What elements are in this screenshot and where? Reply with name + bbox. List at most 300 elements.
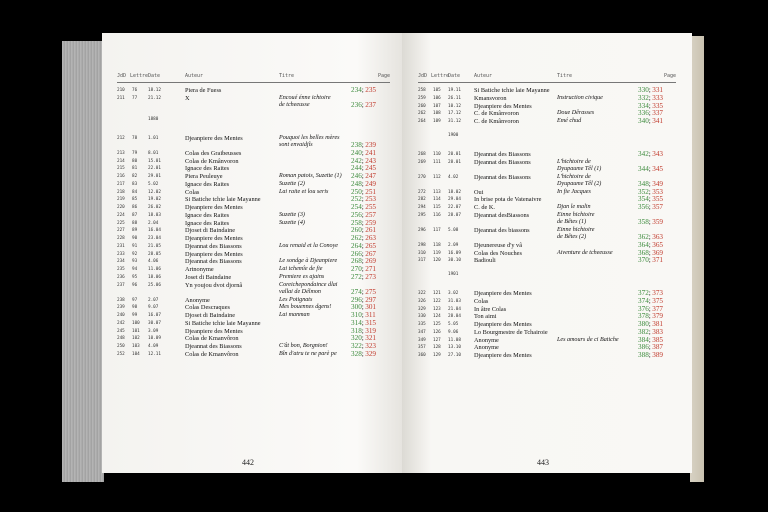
date: 3.02 — [448, 291, 459, 296]
date: 25.06 — [148, 282, 161, 288]
page-start: 368 — [638, 248, 649, 257]
page-start: 388 — [638, 351, 649, 359]
page-end: 335 — [652, 101, 663, 110]
table-row — [102, 274, 402, 281]
author-name: Colas des Nouches — [474, 249, 522, 257]
jdd-number: 258 — [418, 88, 426, 93]
page-range: 314; 315 — [351, 318, 376, 327]
date: 31.12 — [448, 119, 461, 124]
letter-number: 86 — [132, 205, 138, 210]
letter-number: 119 — [433, 250, 441, 256]
page-start: 358 — [638, 217, 649, 226]
jdd-number: 238 — [117, 297, 125, 303]
jdd-number: 227 — [117, 228, 125, 234]
title: In fie Jacques — [557, 188, 591, 195]
page-start: 300 — [351, 303, 362, 312]
date: 21.12 — [148, 95, 161, 101]
page-range: 256; 257 — [351, 210, 376, 219]
page-end: 337 — [652, 109, 663, 118]
jdd-number: 264 — [418, 119, 426, 124]
date: 19.02 — [148, 197, 161, 203]
page-end: 301 — [365, 303, 376, 312]
letter-number: 106 — [433, 95, 441, 101]
letter-number: 114 — [433, 197, 441, 203]
page-range: 296; 297 — [351, 295, 376, 304]
date: 9.06 — [448, 329, 459, 335]
page-end: 333 — [652, 93, 663, 102]
date: 17.12 — [448, 111, 461, 117]
jdd-number: 260 — [418, 103, 426, 109]
author-name: Ignace des Raites — [185, 165, 230, 173]
letter-number: 111 — [433, 159, 441, 165]
author-name: Lo Bourgmestre de Tchairoie — [474, 328, 548, 336]
page-start: 344 — [638, 164, 649, 173]
page-end: 241 — [365, 148, 376, 157]
date: 2.04 — [148, 220, 159, 226]
date: 18.02 — [448, 189, 461, 195]
date: 20.01 — [448, 151, 461, 157]
date: 5.02 — [148, 181, 159, 187]
page-start: 370 — [638, 256, 649, 265]
page-end: 251 — [365, 187, 376, 196]
page-start: 242 — [351, 156, 362, 165]
jdd-number: 242 — [117, 320, 125, 326]
author-name: Colas de Kmanvôron — [185, 350, 239, 358]
author-name: Djoset di Baindaine — [185, 312, 236, 319]
page-end: 297 — [365, 295, 376, 304]
letter-number: 102 — [132, 336, 140, 342]
page-range: 376; 377 — [638, 304, 663, 313]
author-name: Djeanpiere des Mentes — [185, 250, 243, 258]
author-name: X — [185, 94, 190, 102]
title-continued: de Bêtes (1) — [557, 218, 587, 225]
page-range: 368; 369 — [638, 248, 663, 257]
page-start: 380 — [638, 320, 649, 328]
letter-number: 95 — [132, 274, 138, 280]
date: 19.11 — [448, 88, 461, 93]
page-start: 258 — [351, 218, 362, 227]
jdd-number: 237 — [117, 282, 125, 288]
jdd-number: 239 — [117, 305, 125, 311]
date: 15.01 — [148, 158, 161, 164]
author-name: Oui — [474, 188, 484, 196]
author-name: Piera de Fuess — [185, 87, 222, 94]
header-lettre: Lettre — [431, 73, 450, 79]
page-range: 236; 237 — [351, 100, 376, 109]
page-end: 385 — [652, 335, 663, 344]
page-range: 378; 379 — [638, 312, 663, 321]
page-range: 300; 301 — [351, 303, 376, 312]
date: 29.04 — [448, 197, 461, 203]
header-auteur: Auteur — [474, 73, 493, 79]
page-end: 267 — [365, 249, 376, 258]
jdd-number: 357 — [418, 345, 426, 351]
date: 26.11 — [448, 95, 461, 101]
jdd-number: 231 — [117, 243, 125, 249]
letter-number: 92 — [132, 251, 138, 257]
page-range: 362; 363 — [638, 232, 663, 241]
page-end: 363 — [652, 232, 663, 241]
year-section-label: 1901 — [448, 272, 459, 277]
title-continued: de tcheeusse — [279, 101, 310, 108]
header-date: Date — [148, 73, 161, 79]
author-name: Djeunereuse d'y vâ — [474, 241, 522, 249]
author-name: Colas de Kmanvôron — [185, 335, 239, 343]
page-start: 266 — [351, 249, 362, 258]
title: Instruction civique — [557, 94, 603, 101]
page-range: 384; 385 — [638, 335, 663, 344]
page-range: 364; 365 — [638, 240, 663, 249]
author-name: Colas Descraques — [185, 304, 230, 312]
page-start: 362 — [638, 232, 649, 241]
letter-number: 80 — [132, 158, 138, 164]
letter-number: 93 — [132, 259, 138, 265]
jdd-number: 335 — [418, 322, 426, 327]
header-rule — [117, 82, 390, 83]
author-name: Djeanpiere des Mentes — [185, 327, 243, 335]
page-range: 260; 261 — [351, 226, 376, 235]
title: Roman patois, Suzette (1) — [279, 173, 342, 179]
header-date: Date — [448, 73, 461, 79]
page-range: 336; 337 — [638, 109, 663, 118]
jdd-number: 268 — [418, 151, 426, 157]
author-name: Djeannat desBiassons — [474, 211, 530, 219]
page-end: 265 — [365, 241, 376, 250]
date: 21.04 — [448, 306, 461, 312]
table-row — [402, 118, 692, 125]
page-start: 356 — [638, 203, 649, 211]
letter-number: 100 — [132, 320, 140, 326]
page-start: 248 — [351, 179, 362, 188]
date: 2.09 — [448, 242, 459, 248]
date: 4.06 — [148, 259, 159, 265]
table-row — [402, 257, 692, 264]
author-name: Si Batiche tchie laie Mayanne — [185, 319, 261, 327]
date: 12.11 — [148, 351, 161, 357]
letter-number: 84 — [132, 189, 138, 195]
header-page: Page — [378, 73, 391, 79]
author-name: Djeannat des Biassons — [185, 242, 242, 250]
header-jdd: JdD — [117, 73, 127, 79]
page-range: 372; 373 — [638, 289, 663, 297]
page-end: 237 — [365, 100, 376, 109]
letter-number: 124 — [433, 314, 441, 320]
author-name: Djeannat des biassons — [474, 226, 530, 234]
date: 10.12 — [448, 103, 461, 109]
letter-number: 107 — [433, 103, 441, 109]
title: Suzette (4) — [279, 219, 305, 226]
letter-number: 85 — [132, 197, 138, 203]
page-range: 342; 343 — [638, 149, 663, 158]
table-row — [102, 87, 402, 94]
page-edges-right — [690, 36, 704, 482]
title: Einne hichtoire — [557, 226, 595, 233]
title: Einne hichtoire — [557, 211, 595, 218]
page-range: 248; 249 — [351, 179, 376, 188]
page-range: 258; 259 — [351, 218, 376, 227]
title: Le sondge à Djeanpiere — [279, 258, 338, 265]
page-end: 369 — [652, 248, 663, 257]
author-name: Djeanpiere des Mentes — [474, 352, 532, 359]
year-section-label: 1880 — [148, 116, 159, 122]
jdd-number: 213 — [117, 150, 125, 156]
jdd-number: 349 — [418, 337, 426, 343]
page-start: 250 — [351, 187, 362, 196]
letter-number: 118 — [433, 242, 441, 248]
page-range: 254; 255 — [351, 203, 376, 211]
author-name: C. de K. — [474, 204, 495, 211]
title: Suzette (3) — [279, 211, 305, 218]
jdd-number: 218 — [117, 189, 125, 195]
page-end: 259 — [365, 218, 376, 227]
letter-number: 109 — [433, 119, 441, 124]
page-range: 268; 269 — [351, 257, 376, 266]
page-range: 352; 353 — [638, 187, 663, 196]
letter-number: 108 — [433, 111, 441, 117]
page-end: 383 — [652, 327, 663, 336]
page-range: 332; 333 — [638, 93, 663, 102]
title: Lai manman — [279, 312, 310, 318]
title-continued: Dyupaume Têl (1) — [557, 165, 602, 172]
page-end: 381 — [652, 320, 663, 328]
letter-number: 103 — [132, 344, 140, 349]
page-range: 388; 389 — [638, 351, 663, 359]
title: Encoué énne ichtoire — [279, 94, 331, 101]
jdd-number: 210 — [117, 88, 125, 93]
page-start: 374 — [638, 296, 649, 305]
right-page — [402, 33, 692, 473]
date: 30.07 — [148, 320, 161, 326]
page-start: 252 — [351, 195, 362, 204]
title: Pouquoi les belles mères — [279, 134, 340, 141]
author-name: In âtre Colas — [474, 305, 507, 313]
date: 13.10 — [448, 345, 461, 351]
title: Lai raite et lou seris — [279, 188, 329, 195]
jdd-number: 259 — [418, 95, 426, 101]
page-range: 334; 335 — [638, 101, 663, 110]
author-name: Djeannat des Biassons — [474, 150, 531, 158]
jdd-number: 326 — [418, 298, 426, 304]
jdd-number: 236 — [117, 274, 125, 280]
page-start: 270 — [351, 265, 362, 273]
page-range: 234; 235 — [351, 86, 376, 94]
date: 30.10 — [448, 258, 461, 264]
table-row — [402, 352, 692, 359]
letter-number: 104 — [132, 351, 140, 357]
page-start: 254 — [351, 203, 362, 211]
page-start: 372 — [638, 289, 649, 297]
page-end: 371 — [652, 256, 663, 265]
letter-number: 122 — [433, 298, 441, 304]
date: 16.09 — [448, 250, 461, 256]
letter-number: 97 — [132, 297, 138, 303]
header-jdd: JdD — [418, 73, 428, 79]
jdd-number: 360 — [418, 353, 426, 358]
header-titre: Titre — [557, 73, 573, 79]
page-end: 331 — [652, 86, 663, 94]
header-page: Page — [664, 73, 677, 79]
page-end: 239 — [365, 140, 376, 149]
jdd-number: 220 — [117, 205, 125, 210]
jdd-number: 225 — [117, 220, 125, 226]
title: Les Potignats — [279, 296, 313, 303]
page-end: 349 — [652, 179, 663, 188]
date: 2.07 — [148, 297, 159, 303]
page-start: 244 — [351, 164, 362, 173]
page-range: 354; 355 — [638, 195, 663, 204]
table-row — [402, 158, 692, 173]
date: 27.10 — [448, 353, 461, 358]
page-range: 264; 265 — [351, 241, 376, 250]
page-end: 323 — [365, 342, 376, 350]
page-end: 357 — [652, 203, 663, 211]
letter-number: 126 — [433, 329, 441, 335]
header-auteur: Auteur — [185, 73, 204, 79]
date: 18.03 — [148, 212, 161, 218]
table-row — [102, 134, 402, 149]
page-end: 261 — [365, 226, 376, 235]
date: 28.07 — [448, 212, 461, 218]
page-start: 240 — [351, 148, 362, 157]
page-end: 329 — [365, 349, 376, 358]
page-end: 345 — [652, 164, 663, 173]
page-range: 310; 311 — [351, 311, 376, 319]
date: 4.02 — [448, 174, 459, 180]
page-edges-left — [62, 41, 104, 482]
author-name: In brise pota de Vatenaivre — [474, 196, 542, 204]
page-start: 318 — [351, 326, 362, 335]
page-range: 238; 239 — [351, 140, 376, 149]
letter-number: 96 — [132, 282, 138, 288]
jdd-number: 295 — [418, 212, 426, 218]
letter-number: 105 — [433, 88, 441, 93]
date: 18.06 — [148, 274, 161, 280]
date: 23.04 — [148, 236, 161, 241]
letter-number: 91 — [132, 243, 138, 249]
header-titre: Titre — [279, 73, 295, 79]
table-row — [102, 351, 402, 358]
page-start: 386 — [638, 343, 649, 352]
page-end: 269 — [365, 257, 376, 266]
title-continued: vallai de Délmon — [279, 288, 321, 295]
page-start: 234 — [351, 86, 362, 94]
jdd-number: 224 — [117, 212, 125, 218]
author-name: Djoset di Baindaine — [185, 227, 236, 235]
header-rule — [418, 82, 676, 83]
page-start: 236 — [351, 100, 362, 109]
page-end: 255 — [365, 203, 376, 211]
title: C'ât bon, Borgnion! — [279, 343, 328, 349]
letter-number: 99 — [132, 313, 138, 318]
jdd-number: 270 — [418, 174, 426, 180]
header-lettre: Lettre — [130, 73, 149, 79]
author-name: Djeannat des Biassons — [474, 158, 531, 166]
author-name: Djeannat des Biassons — [474, 173, 531, 181]
page-end: 389 — [652, 351, 663, 359]
author-name: Djeanpiere des Mentes — [474, 102, 532, 110]
page-range: 358; 359 — [638, 217, 663, 226]
page-end: 373 — [652, 289, 663, 297]
jdd-number: 347 — [418, 329, 426, 335]
page-start: 322 — [351, 342, 362, 350]
letter-number: 78 — [132, 135, 138, 141]
jdd-number: 248 — [117, 336, 125, 342]
letter-number: 82 — [132, 174, 138, 179]
jdd-number: 228 — [117, 236, 125, 241]
letter-number: 125 — [433, 322, 441, 327]
jdd-number: 298 — [418, 242, 426, 248]
page-end: 249 — [365, 179, 376, 188]
page-range: 252; 253 — [351, 195, 376, 204]
jdd-number: 240 — [117, 313, 125, 318]
page-range: 374; 375 — [638, 296, 663, 305]
page-range: 328; 329 — [351, 349, 376, 358]
author-name: Ignace des Raites — [185, 219, 230, 227]
page-end: 247 — [365, 172, 376, 180]
author-name: Djeanpiere des Mentes — [474, 321, 532, 328]
page-start: 256 — [351, 210, 362, 219]
letter-number: 81 — [132, 166, 138, 172]
title-continued: Dyupaume Têl (2) — [557, 180, 602, 187]
table-row — [102, 94, 402, 109]
letter-number: 90 — [132, 236, 138, 241]
page-start: 352 — [638, 187, 649, 196]
date: 11.06 — [148, 267, 161, 272]
date: 5.05 — [448, 322, 459, 327]
author-name: Colas des Graibeusses — [185, 149, 242, 157]
page-start: 328 — [351, 349, 362, 358]
author-name: Anonyme — [474, 344, 499, 352]
date: 28.04 — [448, 314, 461, 320]
author-name: Colas de Kmânvoron — [185, 157, 239, 165]
date: 21.05 — [148, 243, 161, 249]
letter-number: 116 — [433, 212, 441, 218]
page-start: 262 — [351, 234, 362, 242]
letter-number: 112 — [433, 174, 441, 180]
page-end: 375 — [652, 296, 663, 305]
page-end: 321 — [365, 334, 376, 343]
table-row — [402, 173, 692, 188]
jdd-number: 250 — [117, 344, 125, 349]
letter-number: 83 — [132, 181, 138, 187]
page-range: 272; 273 — [351, 272, 376, 281]
jdd-number: 317 — [418, 258, 426, 264]
page-end: 263 — [365, 234, 376, 242]
title: Coreichepondaince dlai — [279, 281, 338, 288]
title: Les amours de ci Batiche — [557, 336, 619, 343]
page-end: 365 — [652, 240, 663, 249]
letter-number: 127 — [433, 337, 441, 343]
jdd-number: 252 — [117, 351, 125, 357]
page-start: 296 — [351, 295, 362, 304]
page-range: 322; 323 — [351, 342, 376, 350]
letter-number: 94 — [132, 267, 138, 272]
page-start: 260 — [351, 226, 362, 235]
letter-number: 120 — [433, 258, 441, 264]
author-name: C. de Kmânvoron — [474, 110, 519, 118]
date: 16.04 — [148, 228, 161, 234]
letter-number: 101 — [132, 328, 140, 334]
jdd-number: 310 — [418, 250, 426, 256]
title-continued: de Bêtes (2) — [557, 233, 587, 240]
page-start: 334 — [638, 101, 649, 110]
title: L'hichtoire de — [557, 158, 591, 165]
title: Djan le malin — [557, 204, 591, 210]
page-start: 330 — [638, 86, 649, 94]
author-name: Colas — [185, 188, 200, 196]
page-range: 246; 247 — [351, 172, 376, 180]
page-start: 378 — [638, 312, 649, 321]
